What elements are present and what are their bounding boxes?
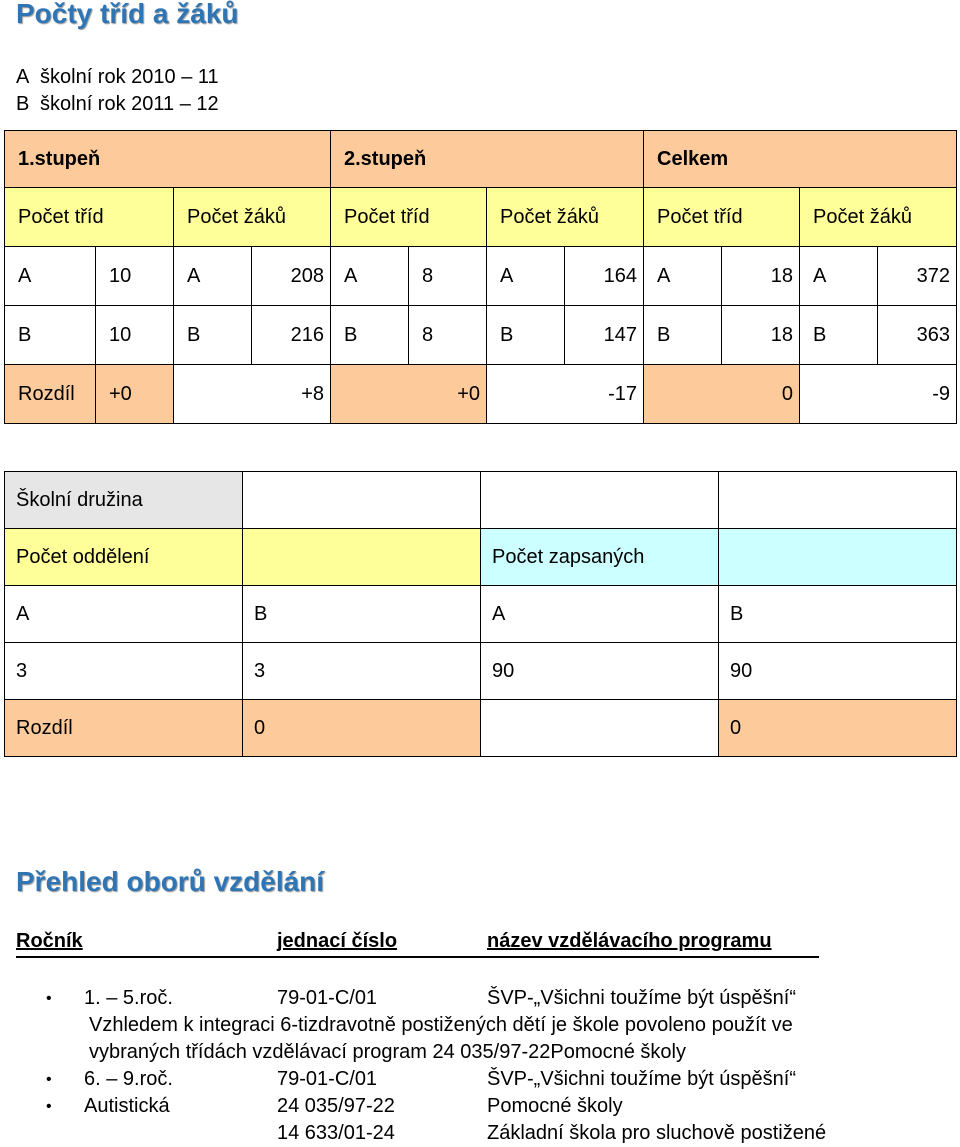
table-cell: 3 — [243, 643, 481, 700]
table-cell: A — [5, 586, 243, 643]
header-rocnik: Ročník — [16, 930, 83, 952]
club-ab-row — [5, 586, 957, 643]
table-cell: 18 — [722, 306, 800, 365]
diff-cell: +0 — [96, 365, 174, 424]
subheader-cell: Počet žáků — [174, 188, 331, 247]
classes-pupils-table — [4, 130, 957, 424]
table-cell: 90 — [719, 643, 957, 700]
club-diff-row — [5, 700, 957, 757]
table-cell — [719, 529, 957, 586]
bullet-icon: • — [46, 990, 52, 1007]
group-2-stupen: 2.stupeň — [331, 131, 644, 188]
bullet-icon: • — [46, 1098, 52, 1115]
table-cell: 216 — [252, 306, 331, 365]
header-underline — [16, 956, 819, 958]
table-cell: B — [800, 306, 878, 365]
table-cell — [243, 529, 481, 586]
table-cell — [719, 472, 957, 529]
table-cell: B — [719, 586, 957, 643]
table-cell: A — [5, 247, 96, 306]
table-cell: A — [331, 247, 409, 306]
subheader-cell: Počet tříd — [331, 188, 487, 247]
table-cell: 372 — [878, 247, 957, 306]
table-cell — [243, 472, 481, 529]
diff-cell: -9 — [800, 365, 957, 424]
table-cell: 90 — [481, 643, 719, 700]
table-cell: A — [174, 247, 252, 306]
section-title-programs: Přehled oborů vzdělání — [16, 866, 325, 897]
table-cell: 164 — [565, 247, 644, 306]
table-cell: B — [243, 586, 481, 643]
program-note-line1: Vzhledem k integraci 6-tizdravotně postižených dětí je škole povoleno použít ve — [89, 1014, 793, 1036]
diff-row — [5, 365, 957, 424]
table-cell: 3 — [5, 643, 243, 700]
table-cell: A — [487, 247, 565, 306]
header-cislo: jednací číslo — [277, 930, 398, 952]
table-cell: A — [800, 247, 878, 306]
program-nazev: Pomocné školy — [487, 1095, 623, 1117]
table-cell: B — [644, 306, 722, 365]
table-cell — [481, 700, 719, 757]
diff-label: Rozdíl — [5, 700, 243, 757]
legend-b — [16, 93, 219, 116]
subheader-cell: Počet tříd — [644, 188, 800, 247]
subheader-row — [5, 188, 957, 247]
group-header-row — [5, 131, 957, 188]
diff-cell: +8 — [174, 365, 331, 424]
club-title-row — [5, 472, 957, 529]
header-nazev: název vzdělávacího programu — [487, 930, 772, 952]
table-cell: 10 — [96, 247, 174, 306]
table-cell: 208 — [252, 247, 331, 306]
program-cislo: 24 035/97-22 — [277, 1095, 395, 1117]
program-cislo: 79-01-C/01 — [277, 987, 378, 1009]
diff-cell: 0 — [243, 700, 481, 757]
row-a — [5, 247, 957, 306]
table-cell: 8 — [409, 247, 487, 306]
subheader-cell: Počet tříd — [5, 188, 174, 247]
club-title: Školní družina — [5, 472, 243, 529]
legend-b-text: školní rok 2011 – 12 — [40, 93, 219, 115]
legend-a-text: školní rok 2010 – 11 — [40, 66, 219, 88]
table-cell: B — [174, 306, 252, 365]
club-header-row — [5, 529, 957, 586]
table-cell: A — [481, 586, 719, 643]
page-title: Počty tříd a žáků — [16, 0, 239, 29]
row-b — [5, 306, 957, 365]
table-cell: B — [5, 306, 96, 365]
program-rocnik: 1. – 5.roč. — [84, 987, 173, 1009]
diff-cell: -17 — [487, 365, 644, 424]
table-cell: A — [644, 247, 722, 306]
subheader-cell: Počet žáků — [487, 188, 644, 247]
table-cell: 147 — [565, 306, 644, 365]
school-club-table — [4, 471, 957, 757]
legend-b-key: B — [16, 93, 30, 115]
club-values-row — [5, 643, 957, 700]
diff-cell: 0 — [644, 365, 800, 424]
legend-a — [16, 66, 219, 89]
group-1-stupen: 1.stupeň — [5, 131, 331, 188]
table-cell: 363 — [878, 306, 957, 365]
program-note-line2: vybraných třídách vzdělávací program 24 035/97-22Pomocné školy — [89, 1041, 686, 1063]
program-nazev: ŠVP-„Všichni toužíme být úspěšní“ — [487, 1068, 797, 1090]
subheader-cell: Počet žáků — [800, 188, 957, 247]
table-cell: B — [331, 306, 409, 365]
table-cell — [481, 472, 719, 529]
table-cell: 10 — [96, 306, 174, 365]
club-header-departments: Počet oddělení — [5, 529, 243, 586]
table-cell: 8 — [409, 306, 487, 365]
group-celkem: Celkem — [644, 131, 957, 188]
program-nazev: ŠVP-„Všichni toužíme být úspěšní“ — [487, 987, 797, 1009]
diff-cell: 0 — [719, 700, 957, 757]
diff-label: Rozdíl — [5, 365, 96, 424]
club-header-enrolled: Počet zapsaných — [481, 529, 719, 586]
diff-cell: +0 — [331, 365, 487, 424]
program-cislo: 79-01-C/01 — [277, 1068, 378, 1090]
program-rocnik: Autistická — [84, 1095, 170, 1117]
bullet-icon: • — [46, 1071, 52, 1088]
table-cell: 18 — [722, 247, 800, 306]
legend-a-key: A — [16, 66, 30, 88]
program-nazev: Základní škola pro sluchově postižené — [487, 1122, 827, 1144]
program-rocnik: 6. – 9.roč. — [84, 1068, 173, 1090]
table-cell: B — [487, 306, 565, 365]
program-cislo: 14 633/01-24 — [277, 1122, 395, 1144]
